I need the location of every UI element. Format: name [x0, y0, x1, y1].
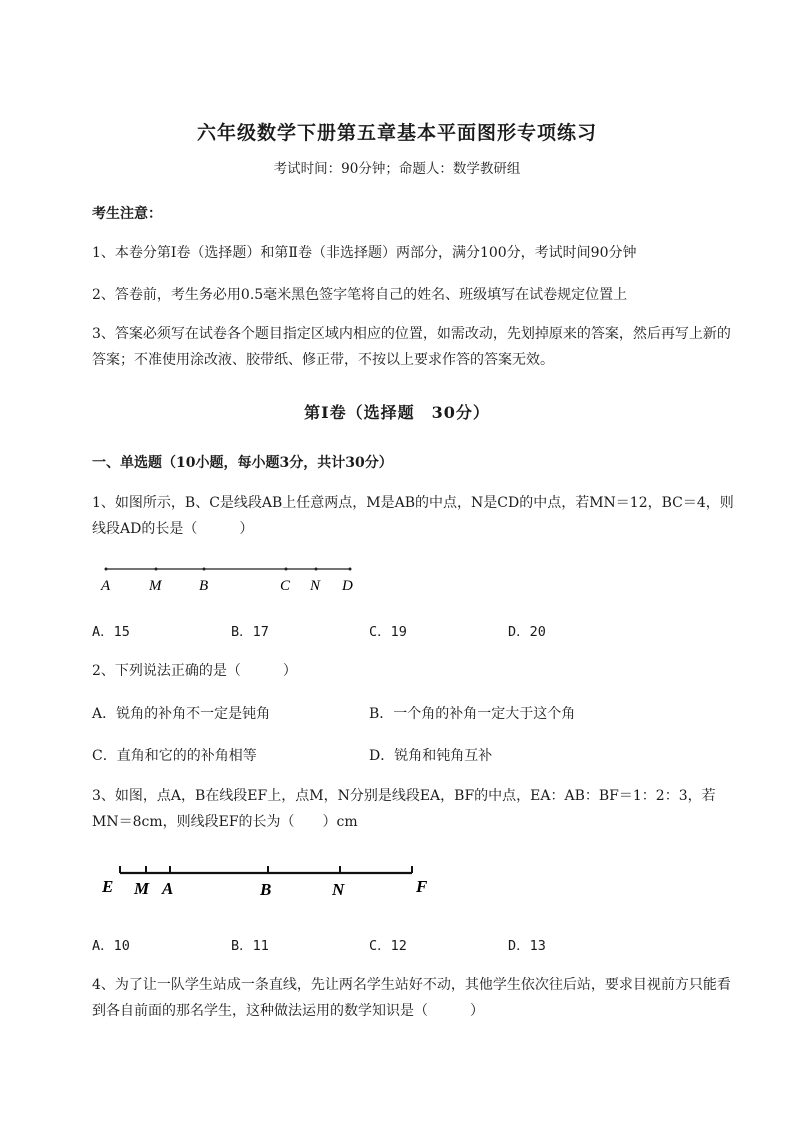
- question-1-figure: [92, 560, 372, 596]
- label-b: B: [260, 880, 272, 899]
- question-2-stem: 2、下列说法正确的是（ ）: [92, 663, 297, 679]
- label-b: B: [199, 578, 209, 594]
- notice-item-1: 1、本卷分第I卷（选择题）和第Ⅱ卷（非选择题）两部分，满分100分，考试时间90分钟: [92, 245, 637, 261]
- point-m-dot: [155, 568, 158, 571]
- label-m: M: [149, 578, 162, 594]
- q1-option-a: A．15: [92, 624, 130, 640]
- question-4-stem: 4、为了让一队学生站成一条直线，先让两名学生站好不动，其他学生依次往后站，要求目视前方只能看到各自前面的那名学生，这种做法运用的数学知识是（ ）: [92, 977, 731, 1019]
- q3-option-a: A．10: [92, 938, 130, 954]
- label-m: M: [134, 879, 150, 898]
- label-f: F: [416, 877, 428, 896]
- label-n: N: [332, 880, 345, 899]
- question-3-figure: [96, 860, 446, 902]
- q3-option-d: D．13: [508, 938, 546, 954]
- q2-option-d: D．锐角和钝角互补: [369, 748, 493, 764]
- question-1-stem: 1、如图所示，B、C是线段AB上任意两点，M是AB的中点，N是CD的中点，若MN＝12，BC＝4，则线段AD的长是（ ）: [92, 495, 734, 537]
- point-b-dot: [203, 568, 206, 571]
- q1-option-b: B．17: [231, 624, 269, 640]
- label-n: N: [310, 578, 321, 594]
- notice-item-3: 3、答案必须写在试卷各个题目指定区域内相应的位置，如需改动，先划掉原来的答案，然后再写上新的答案；不准使用涂改液、胶带纸、修正带，不按以上要求作答的答案无效。: [92, 326, 731, 368]
- label-a: A: [162, 879, 174, 898]
- q2-option-c: C．直角和它的的补角相等: [92, 748, 257, 764]
- point-d-dot: [349, 568, 352, 571]
- q3-option-c: C．12: [369, 938, 407, 954]
- label-a: A: [101, 578, 111, 594]
- q2-option-a: A．锐角的补角不一定是钝角: [92, 706, 271, 722]
- question-3-stem: 3、如图，点A，B在线段EF上，点M，N分别是线段EA，BF的中点，EA：AB：BF＝1：2：3，若MN＝8cm，则线段EF的长为（ ）cm: [92, 788, 716, 830]
- point-a-dot: [105, 568, 108, 571]
- q1-option-c: C．19: [369, 624, 407, 640]
- point-n-dot: [315, 568, 318, 571]
- q1-option-d: D．20: [508, 624, 546, 640]
- notice-item-2: 2、答卷前，考生务必用0.5毫米黑色签字笔将自己的姓名、班级填写在试卷规定位置上: [92, 287, 628, 303]
- section-title: 第I卷（选择题 30分）: [304, 403, 490, 422]
- page-title: 六年级数学下册第五章基本平面图形专项练习: [196, 122, 597, 144]
- label-c: C: [280, 578, 291, 594]
- label-e: E: [102, 877, 114, 896]
- point-c-dot: [285, 568, 288, 571]
- q2-option-b: B．一个角的补角一定大于这个角: [369, 706, 576, 722]
- exam-info: 考试时间：90分钟；命题人：数学教研组: [273, 161, 521, 177]
- label-d: D: [342, 578, 353, 594]
- part-heading: 一、单选题（10小题，每小题3分，共计30分）: [92, 455, 393, 471]
- notice-heading: 考生注意：: [92, 206, 162, 222]
- q3-option-b: B．11: [231, 938, 269, 954]
